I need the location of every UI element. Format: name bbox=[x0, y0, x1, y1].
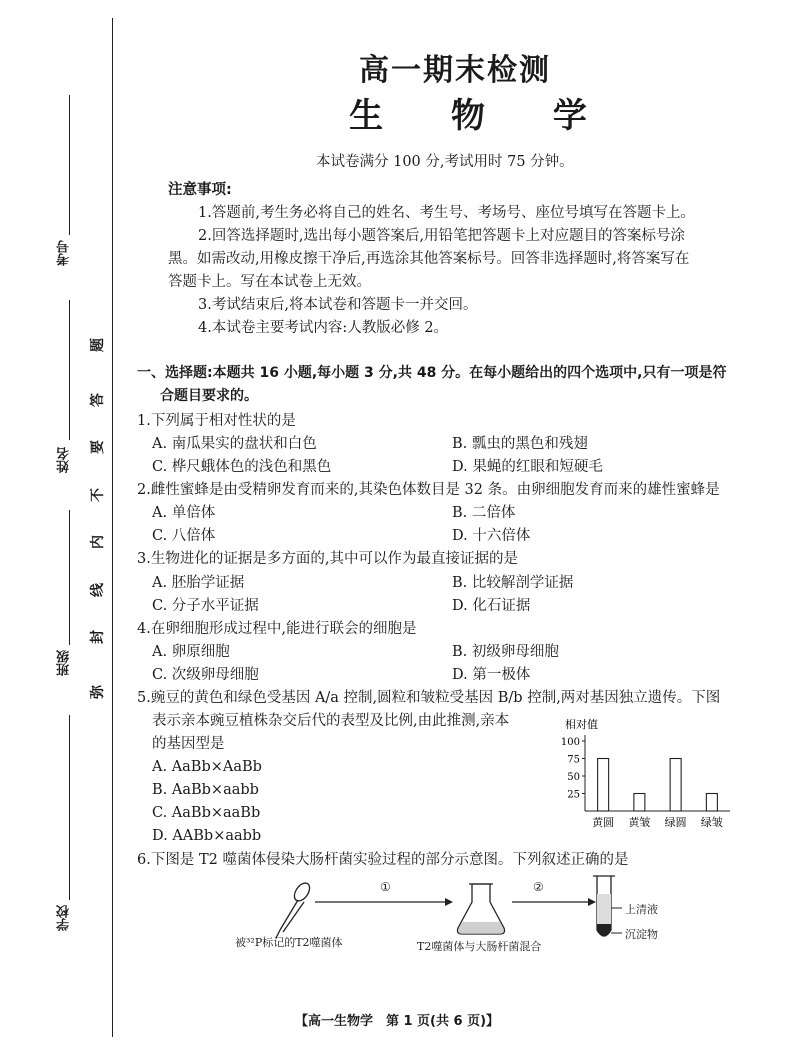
notes-line: 黑。如需改动,用橡皮擦干净后,再选涂其他答案标号。回答非选择题时,将答案写在 bbox=[168, 251, 690, 267]
y-tick-label: 75 bbox=[567, 754, 580, 766]
phenotype-chart bbox=[555, 716, 735, 836]
option-c: C. 八倍体 bbox=[152, 528, 216, 544]
category-label: 黄皱 bbox=[628, 816, 651, 829]
option-b: B. 二倍体 bbox=[452, 505, 516, 521]
binding-margin bbox=[0, 0, 120, 1055]
option-c: C. 桦尺蛾体色的浅色和黑色 bbox=[152, 459, 332, 475]
notes-line: 3.考试结束后,将本试卷和答题卡一并交回。 bbox=[198, 297, 478, 313]
question-stem: 1.下列属于相对性状的是 bbox=[137, 413, 296, 429]
field-class: 班级 bbox=[57, 650, 72, 676]
exam-info: 本试卷满分 100 分,考试用时 75 分钟。 bbox=[316, 154, 574, 170]
notes-line: 2.回答选择题时,选出每小题答案后,用铅笔把答题卡上对应题目的答案标号涂 bbox=[198, 228, 686, 244]
seal-char: 封 bbox=[90, 630, 106, 644]
notes-heading: 注意事项: bbox=[168, 182, 232, 198]
question-stem: 3.生物进化的证据是多方面的,其中可以作为最直接证据的是 bbox=[137, 551, 518, 567]
field-name: 姓名 bbox=[57, 447, 72, 473]
option-a: A. AaBb×AaBb bbox=[152, 759, 262, 775]
bar bbox=[634, 794, 645, 812]
question-stem-cont: 的基因型是 bbox=[152, 736, 225, 752]
test-tube-icon bbox=[593, 876, 615, 936]
option-d: D. 十六倍体 bbox=[452, 528, 531, 544]
step2-label: ② bbox=[533, 880, 544, 894]
notes-line: 1.答题前,考生务必将自己的姓名、考生号、考场号、座位号填写在答题卡上。 bbox=[198, 205, 695, 221]
field-exam-number: 考号 bbox=[57, 240, 72, 266]
bar bbox=[706, 794, 717, 812]
phage-label: 被³²P标记的T2噬菌体 bbox=[235, 936, 343, 949]
question-stem: 4.在卵细胞形成过程中,能进行联会的细胞是 bbox=[137, 621, 417, 637]
notes-line: 4.本试卷主要考试内容:人教版必修 2。 bbox=[198, 320, 449, 336]
option-a: A. 胚胎学证据 bbox=[152, 575, 245, 591]
field-class-line[interactable] bbox=[69, 510, 70, 645]
option-c: C. 次级卵母细胞 bbox=[152, 667, 259, 683]
pipette-icon bbox=[276, 880, 313, 938]
y-tick-label: 25 bbox=[567, 789, 580, 801]
option-d: D. 化石证据 bbox=[452, 598, 531, 614]
question-stem: 5.豌豆的黄色和绿色受基因 A/a 控制,圆粒和皱粒受基因 B/b 控制,两对基因独立遗传。下图 bbox=[137, 690, 721, 706]
section-heading-cont: 合题目要求的。 bbox=[160, 388, 258, 404]
seal-char: 内 bbox=[90, 535, 106, 549]
page-title: 高一期末检测 bbox=[359, 53, 551, 88]
option-b: B. AaBb×aabb bbox=[152, 782, 259, 798]
category-label: 绿圆 bbox=[664, 816, 687, 829]
option-a: A. 单倍体 bbox=[152, 505, 216, 521]
option-b: B. 瓢虫的黑色和残翅 bbox=[452, 436, 588, 452]
option-c: C. 分子水平证据 bbox=[152, 598, 259, 614]
option-b: B. 比较解剖学证据 bbox=[452, 575, 574, 591]
step1-label: ① bbox=[380, 880, 391, 894]
field-school-line[interactable] bbox=[69, 715, 70, 900]
y-axis-label: 相对值 bbox=[565, 718, 598, 731]
subject-title: 生 物 学 bbox=[349, 96, 615, 136]
category-label: 黄圆 bbox=[592, 816, 615, 829]
option-a: A. 卵原细胞 bbox=[152, 644, 230, 660]
seal-char: 题 bbox=[90, 338, 106, 352]
seal-char: 弥 bbox=[90, 685, 106, 699]
bar bbox=[670, 759, 681, 812]
phenotype-chart-svg bbox=[555, 716, 735, 836]
notes-line: 答题卡上。写在本试卷上无效。 bbox=[168, 274, 371, 290]
seal-char: 答 bbox=[90, 393, 106, 407]
category-label: 绿皱 bbox=[700, 816, 723, 829]
option-c: C. AaBb×aaBb bbox=[152, 805, 261, 821]
sediment-label: 沉淀物 bbox=[625, 928, 658, 941]
supernatant-label: 上清液 bbox=[625, 903, 658, 916]
bar bbox=[598, 759, 609, 812]
question-stem: 2.雌性蜜蜂是由受精卵发育而来的,其染色体数目是 32 条。由卵细胞发育而来的雄性蜜蜂是 bbox=[137, 482, 720, 498]
y-tick-label: 100 bbox=[560, 737, 580, 748]
mix-label: T2噬菌体与大肠杆菌混合 bbox=[417, 940, 542, 953]
page-footer: 【高一生物学 第 1 页(共 6 页)】 bbox=[294, 1014, 500, 1029]
field-school: 学校 bbox=[57, 905, 72, 931]
option-d: D. 果蝇的红眼和短硬毛 bbox=[452, 459, 603, 475]
option-d: D. AABb×aabb bbox=[152, 828, 262, 844]
seal-char: 要 bbox=[90, 440, 106, 454]
binding-line bbox=[112, 18, 113, 1037]
option-b: B. 初级卵母细胞 bbox=[452, 644, 559, 660]
flask-icon bbox=[458, 884, 505, 934]
question-stem-cont: 表示亲本豌豆植株杂交后代的表型及比例,由此推测,亲本 bbox=[152, 713, 510, 729]
y-tick-label: 50 bbox=[567, 772, 580, 783]
option-d: D. 第一极体 bbox=[452, 667, 531, 683]
section-heading: 一、选择题:本题共 16 小题,每小题 3 分,共 48 分。在每小题给出的四个选项中,只有一项是符 bbox=[137, 365, 727, 381]
option-a: A. 南瓜果实的盘状和白色 bbox=[152, 436, 317, 452]
t2-experiment-diagram bbox=[220, 872, 680, 962]
field-name-line[interactable] bbox=[69, 300, 70, 440]
field-exam-number-line[interactable] bbox=[69, 95, 70, 235]
seal-char: 线 bbox=[90, 583, 106, 597]
seal-char: 不 bbox=[90, 488, 106, 502]
question-stem: 6.下图是 T2 噬菌体侵染大肠杆菌实验过程的部分示意图。下列叙述正确的是 bbox=[137, 852, 629, 868]
